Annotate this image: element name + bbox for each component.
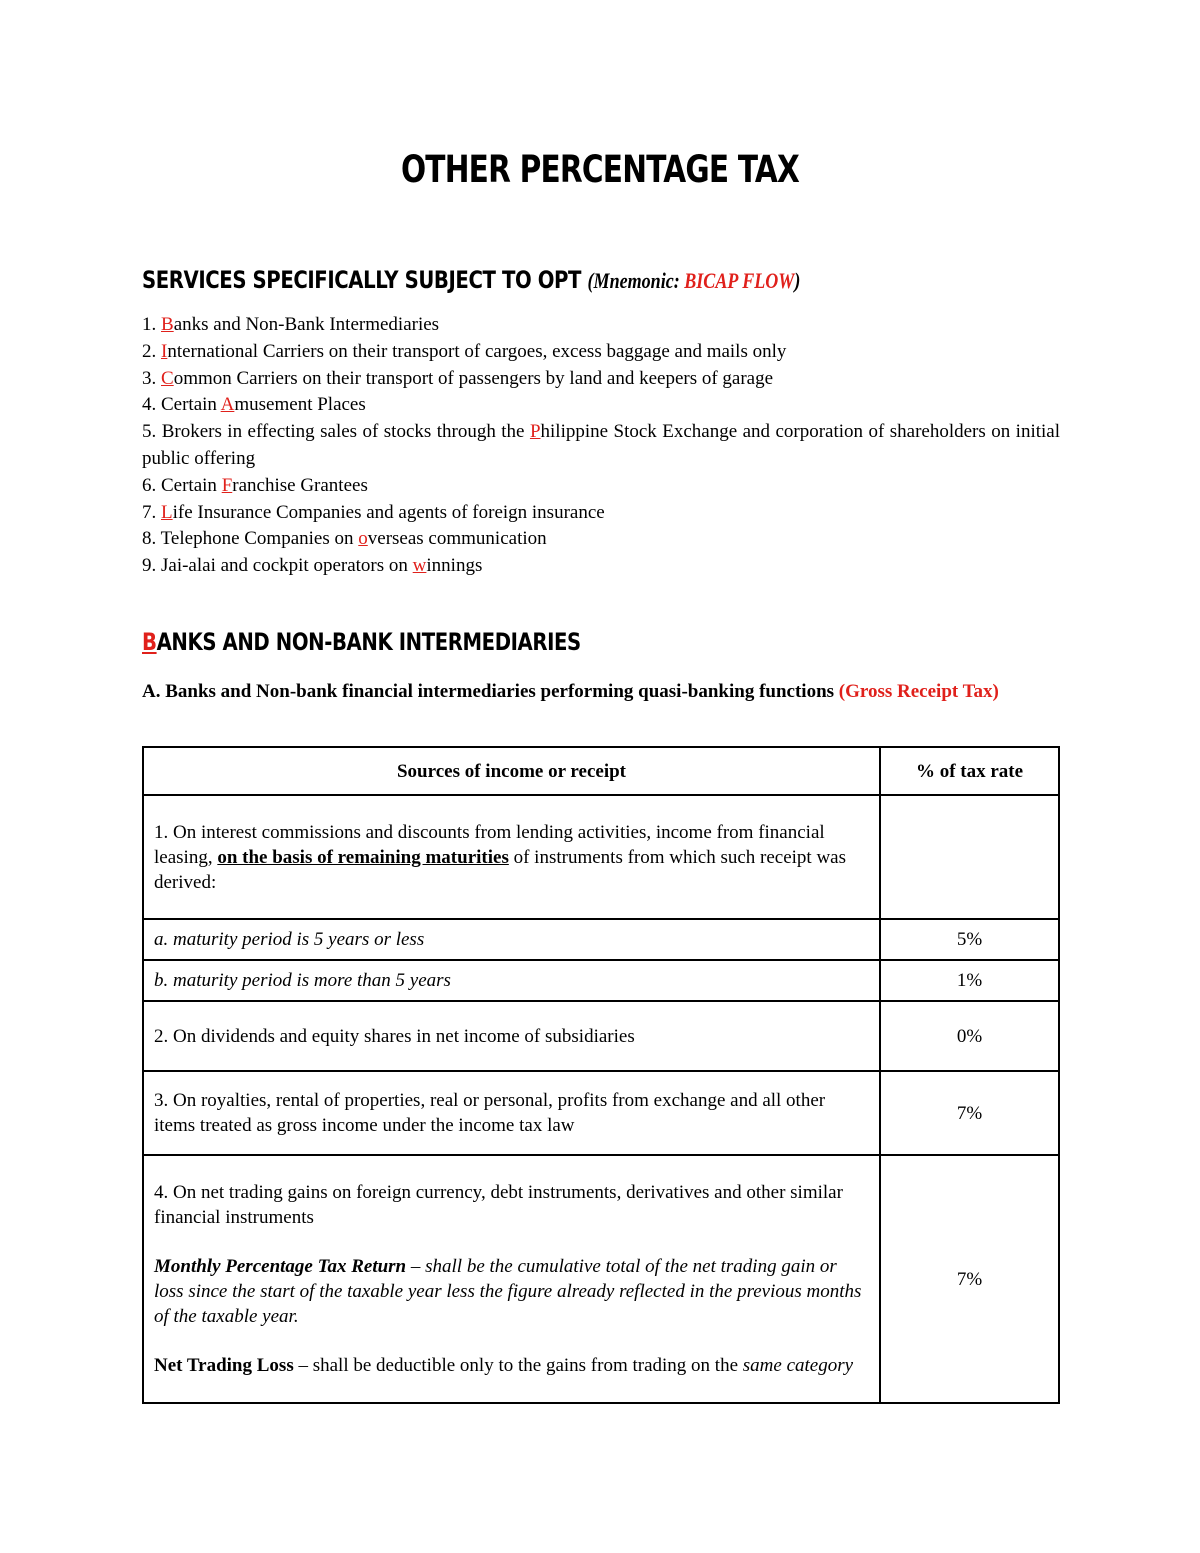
list-item: 8. Telephone Companies on overseas communication bbox=[142, 528, 547, 550]
mnemonic-value: BICAP FLOW bbox=[684, 268, 795, 293]
list-item: 9. Jai-alai and cockpit operators on winnings bbox=[142, 555, 483, 577]
list-item: 3. Common Carriers on their transport of passengers by land and keepers of garage bbox=[142, 367, 774, 389]
table-cell-rate bbox=[880, 795, 1059, 919]
table-cell-source: 1. On interest commissions and discounts from lending activities, income from financial leasing, on the basis of remaining maturities of instruments from which such receipt was derived: bbox=[143, 795, 880, 919]
table-cell-source: 2. On dividends and equity shares in net income of subsidiaries bbox=[143, 1001, 880, 1071]
table-cell-source bbox=[143, 1155, 880, 1403]
column-header-source: Sources of income or receipt bbox=[143, 747, 880, 795]
subsection-text: A. Banks and Non-bank financial intermediaries performing quasi-banking functions bbox=[142, 681, 839, 702]
table-cell-rate: 7% bbox=[880, 1071, 1059, 1155]
section-heading-banks bbox=[142, 626, 581, 658]
banks-heading-initial: B bbox=[142, 628, 157, 656]
table-row bbox=[143, 1071, 1059, 1155]
list-item: 6. Certain Franchise Grantees bbox=[142, 474, 368, 496]
list-item: 1. Banks and Non-Bank Intermediaries bbox=[142, 314, 440, 335]
section-heading-services bbox=[142, 264, 800, 297]
list-item: 4. Certain Amusement Places bbox=[142, 394, 366, 416]
services-heading-text: SERVICES SPECIFICALLY SUBJECT TO OPT bbox=[142, 266, 582, 294]
banks-heading-text: ANKS AND NON-BANK INTERMEDIARIES bbox=[156, 628, 581, 656]
column-header-rate: % of tax rate bbox=[880, 747, 1059, 795]
monthly-return-note: Monthly Percentage Tax Return – shall be the cumulative total of the net trading gain or loss since the start of the taxable year less the figure already reflected in the previous months of the taxable year. bbox=[154, 1256, 862, 1327]
mnemonic-suffix: ) bbox=[794, 268, 801, 293]
net-trading-loss-note: Net Trading Loss – shall be deductible only to the gains from trading on the same category bbox=[154, 1355, 854, 1376]
table-cell-source: a. maturity period is 5 years or less bbox=[143, 919, 880, 960]
list-item: 7. Life Insurance Companies and agents of foreign insurance bbox=[142, 501, 605, 523]
table-header-row bbox=[143, 747, 1059, 795]
list-item: 5. Brokers in effecting sales of stocks through the Philippine Stock Exchange and corporation of shareholders on initial public offering bbox=[142, 421, 1060, 469]
table-row bbox=[143, 795, 1059, 919]
table-row bbox=[143, 1155, 1059, 1403]
table-cell-rate: 1% bbox=[880, 960, 1059, 1001]
table-cell-source: b. maturity period is more than 5 years bbox=[143, 960, 880, 1001]
mnemonic-prefix: (Mnemonic: bbox=[587, 268, 685, 293]
subsection-red-note: (Gross Receipt Tax) bbox=[838, 681, 999, 702]
table-cell-rate: 7% bbox=[880, 1155, 1059, 1403]
table-row bbox=[143, 1001, 1059, 1071]
subsection-heading-a bbox=[142, 678, 1060, 705]
table-cell-source: 3. On royalties, rental of properties, real or personal, profits from exchange and all other items treated as gross income under the income tax law bbox=[143, 1071, 880, 1155]
mnemonic-note bbox=[588, 268, 801, 293]
list-item: 2. International Carriers on their transport of cargoes, excess baggage and mails only bbox=[142, 340, 787, 362]
table-cell-rate: 5% bbox=[880, 919, 1059, 960]
table-row bbox=[143, 919, 1059, 960]
page-title: OTHER PERCENTAGE TAX bbox=[400, 148, 800, 191]
tax-rate-table bbox=[142, 746, 1060, 1404]
services-list bbox=[142, 312, 1060, 580]
table-row bbox=[143, 960, 1059, 1001]
trading-gains-text: 4. On net trading gains on foreign currency, debt instruments, derivatives and other similar financial instruments bbox=[154, 1182, 843, 1228]
table-cell-rate: 0% bbox=[880, 1001, 1059, 1071]
